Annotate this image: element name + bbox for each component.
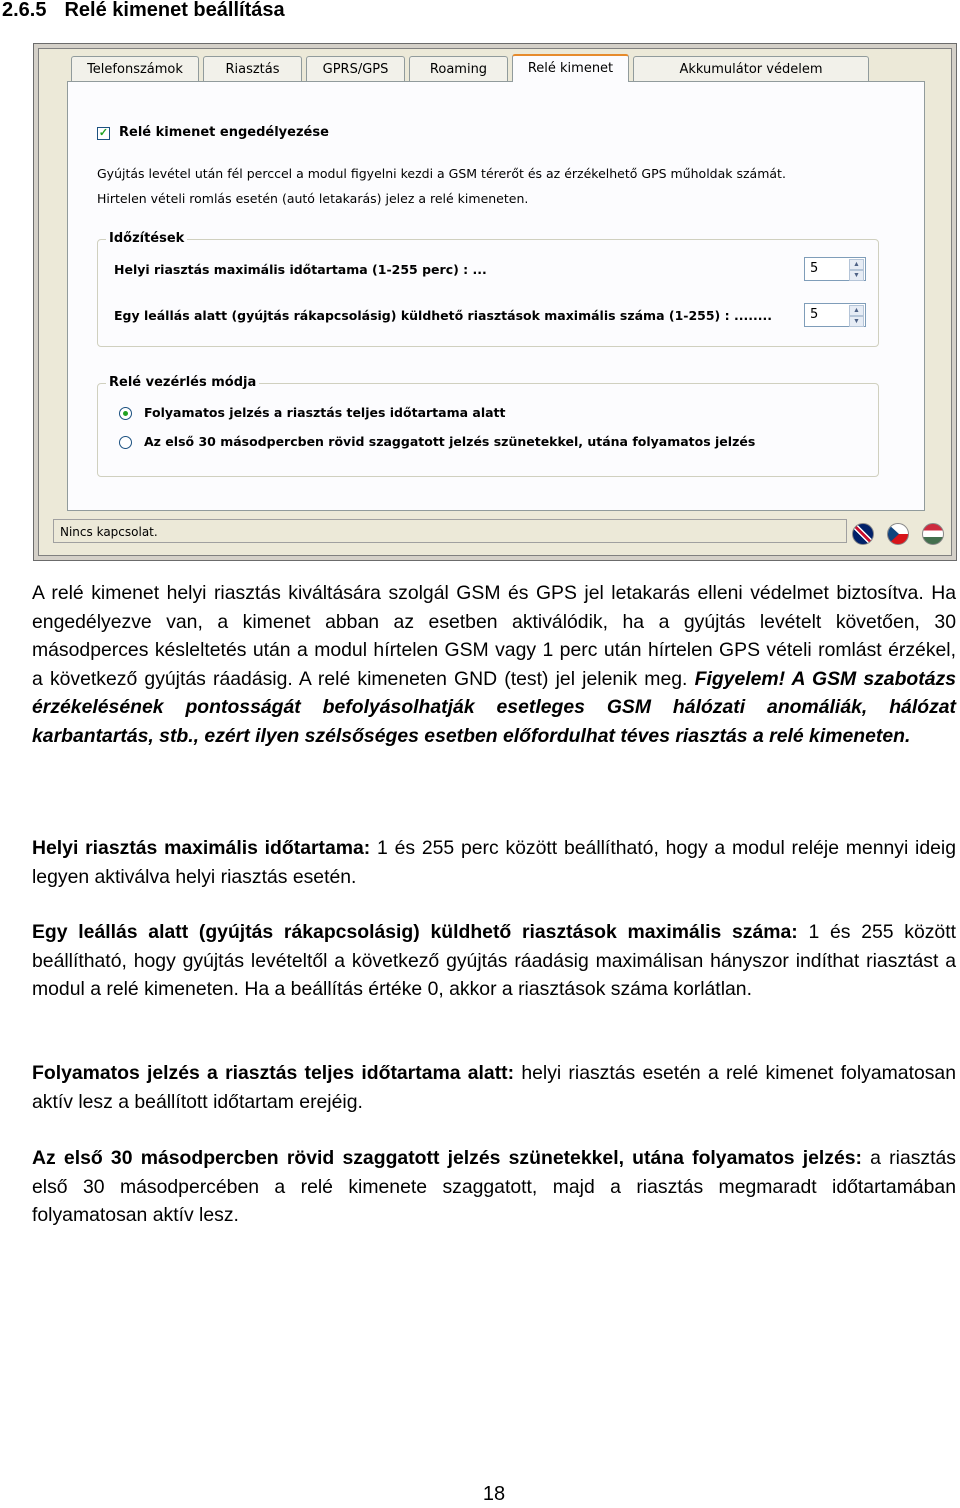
timing-group-title: Időzítések bbox=[106, 231, 187, 246]
continuous-desc: helyi riasztás esetén a relé kimenet folyamatosan aktív lesz a beállított időtartam erejéig. bbox=[32, 1062, 957, 1113]
intro-text: A relé kimenet helyi riasztás kiváltására szolgál GSM és GPS jel letakarás elleni védelmet biztosítva. Ha engedélyezve van, a kimenet abban az esetben aktiválódik, ha a gyújtás levételt követően, 30 másodperces késleltetés után a modul hírtelen GSM vagy 1 perc után hírtelen GPS vételi romlást érzékel, a következő gyújtás ráadásig. A relé kimeneten GND (test) jel jelenik meg. bbox=[32, 582, 956, 690]
duration-paragraph bbox=[32, 834, 956, 891]
max-duration-value: 5 bbox=[810, 261, 819, 276]
mode-intermittent-label: Az első 30 másodpercben rövid szaggatott jelzés szünetekkel, utána folyamatos jelzés bbox=[144, 434, 756, 449]
relay-mode-group bbox=[97, 375, 879, 477]
continuous-term: Folyamatos jelzés a riasztás teljes időtartama alatt: bbox=[32, 1062, 515, 1084]
intermittent-desc: a riasztás első 30 másodpercében a relé kimenete szaggatott, majd a riasztás megmaradt időtartamában folyamatosan aktív lesz. bbox=[32, 1147, 956, 1226]
spin-up-icon[interactable]: ▲ bbox=[849, 259, 864, 270]
section-title: Relé kimenet beállítása bbox=[64, 0, 285, 21]
mode-intermittent-radio[interactable] bbox=[119, 436, 132, 449]
timing-group bbox=[97, 231, 879, 347]
mode-continuous-label: Folyamatos jelzés a riasztás teljes időtartama alatt bbox=[144, 405, 506, 420]
duration-desc: 1 és 255 perc között beállítható, hogy a modul reléje mennyi ideig legyen aktiválva helyi riasztás esetén. bbox=[32, 837, 957, 888]
max-alarms-spinner[interactable] bbox=[804, 303, 866, 327]
description-line-1: Gyújtás levétel után fél perccel a modul figyelni kezdi a GSM térerőt és az érzékelhető GPS műholdak számát. bbox=[97, 166, 786, 181]
max-duration-label: Helyi riasztás maximális időtartama (1-255 perc) : ... bbox=[114, 262, 487, 277]
enable-relay-label: Relé kimenet engedélyezése bbox=[119, 125, 329, 140]
continuous-paragraph bbox=[32, 1059, 956, 1116]
settings-screenshot bbox=[33, 43, 957, 561]
section-heading bbox=[2, 0, 285, 22]
settings-window bbox=[38, 48, 952, 556]
duration-term: Helyi riasztás maximális időtartama: bbox=[32, 837, 371, 859]
intermittent-term: Az első 30 másodpercben rövid szaggatott jelzés szünetekkel, utána folyamatos jelzés: bbox=[32, 1147, 862, 1169]
spin-down-icon[interactable]: ▼ bbox=[849, 270, 864, 281]
page-number: 18 bbox=[482, 1483, 506, 1505]
max-alarms-value: 5 bbox=[810, 307, 819, 322]
tab-roaming[interactable]: Roaming bbox=[409, 56, 508, 82]
tab-akkumulator-vedelem[interactable]: Akkumulátor védelem bbox=[633, 56, 869, 82]
enable-relay-checkbox[interactable]: ✓ bbox=[98, 127, 109, 139]
relay-mode-group-title: Relé vezérlés módja bbox=[106, 375, 259, 390]
alarm-count-paragraph bbox=[32, 918, 956, 1004]
alarm-count-term: Egy leállás alatt (gyújtás rákapcsolásig) küldhető riasztások maximális száma: bbox=[32, 921, 798, 943]
uk-flag-icon[interactable] bbox=[852, 523, 874, 545]
spin-up-icon[interactable]: ▲ bbox=[849, 305, 864, 316]
intro-paragraph bbox=[32, 579, 956, 750]
max-duration-spinner[interactable] bbox=[804, 257, 866, 281]
alarm-count-desc: 1 és 255 között beállítható, hogy gyújtás levételtől a következő gyújtás ráadásig maximálisan hányszor indíthat riasztást a modul a relé kimeneten. Ha a beállítás értéke 0, akkor a riasztások száma korlátlan. bbox=[32, 921, 956, 1000]
cz-flag-icon[interactable] bbox=[887, 523, 909, 545]
tab-bar bbox=[71, 56, 919, 82]
tab-telefonszamok[interactable]: Telefonszámok bbox=[71, 56, 199, 82]
description-line-2: Hirtelen vételi romlás esetén (autó letakarás) jelez a relé kimeneten. bbox=[97, 191, 529, 206]
warning-text: Figyelem! A GSM szabotázs érzékelésének pontosságát befolyásolhatják esetleges GSM hálózati anomáliák, hálózat karbantartás, stb., ezért ilyen szélsőséges esetben előfordulhat téves riasztás a relé kimeneten. bbox=[32, 667, 957, 747]
max-alarms-label: Egy leállás alatt (gyújtás rákapcsolásig) küldhető riasztások maximális száma (1-255) : ........ bbox=[114, 308, 772, 323]
spin-down-icon[interactable]: ▼ bbox=[849, 316, 864, 327]
section-number: 2.6.5 bbox=[2, 0, 47, 21]
tab-riasztas[interactable]: Riasztás bbox=[203, 56, 302, 82]
tab-rele-kimenet[interactable]: Relé kimenet bbox=[512, 54, 629, 82]
tab-gprs-gps[interactable]: GPRS/GPS bbox=[306, 56, 405, 82]
mode-continuous-radio[interactable] bbox=[119, 407, 132, 420]
status-bar: Nincs kapcsolat. bbox=[53, 519, 847, 543]
hu-flag-icon[interactable] bbox=[922, 523, 944, 545]
intermittent-paragraph bbox=[32, 1144, 956, 1230]
